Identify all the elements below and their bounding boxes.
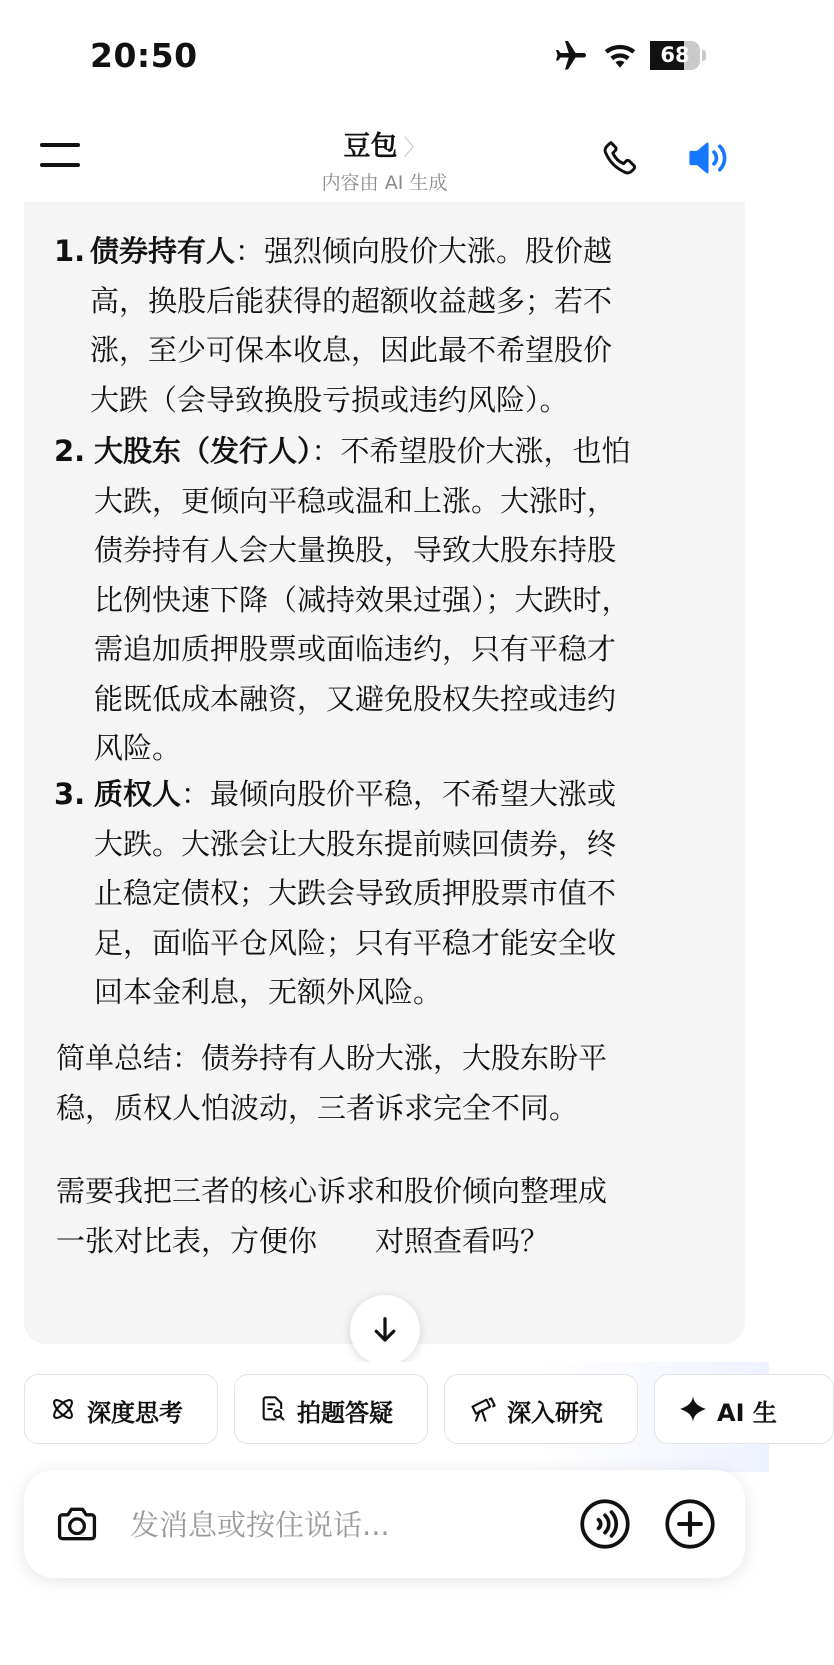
message-input[interactable] bbox=[128, 1500, 552, 1550]
list-number: 2. bbox=[54, 434, 86, 468]
list-text-line: ：不希望股价大涨，也怕 bbox=[311, 434, 631, 468]
chat-header bbox=[0, 110, 769, 200]
status-time: 20:50 bbox=[90, 36, 198, 75]
composer bbox=[24, 1470, 745, 1578]
question-line: 一张对比表，方便你 对照查看吗？ bbox=[56, 1223, 550, 1258]
document-search-icon bbox=[259, 1395, 287, 1423]
speaker-icon[interactable] bbox=[685, 138, 733, 178]
suggestion-chips bbox=[0, 1362, 777, 1482]
list-text-line: 能既低成本融资，又避免股权失控或违约 bbox=[94, 681, 617, 716]
list-term: 债券持有人 bbox=[90, 234, 236, 268]
list-text-line: 回本金利息，无额外风险。 bbox=[94, 975, 443, 1009]
summary-line: 稳，质权人怕波动，三者诉求完全不同。 bbox=[56, 1090, 579, 1125]
status-bar bbox=[0, 0, 769, 110]
battery-indicator bbox=[650, 41, 706, 70]
question-line: 需要我把三者的核心诉求和股价倾向整理成 bbox=[56, 1174, 608, 1208]
chip-photo-question[interactable] bbox=[234, 1374, 428, 1444]
list-text-line: 债券持有人会大量换股，导致大股东持股 bbox=[94, 533, 617, 567]
atom-icon bbox=[49, 1395, 77, 1423]
assistant-message bbox=[24, 202, 745, 1344]
list-text-line: 大跌，更倾向平稳或温和上涨。大涨时， bbox=[94, 483, 617, 518]
ai-disclaimer: 内容由 AI 生成 bbox=[321, 172, 448, 194]
voice-input-icon[interactable] bbox=[579, 1498, 631, 1550]
phone-icon[interactable] bbox=[600, 138, 640, 178]
chip-deep-research[interactable] bbox=[444, 1374, 638, 1444]
chat-title-area[interactable] bbox=[0, 124, 769, 163]
chat-title[interactable]: 豆包 bbox=[343, 131, 398, 162]
list-text-line: 比例快速下降（减持效果过强）；大跌时， bbox=[94, 582, 631, 617]
camera-icon[interactable] bbox=[54, 1502, 100, 1546]
battery-percent: 68 bbox=[660, 43, 690, 67]
list-term: 大股东（发行人） bbox=[94, 434, 312, 468]
list-text-line: 大跌（会导致换股亏损或违约风险）。 bbox=[90, 382, 569, 417]
list-number: 3. bbox=[54, 777, 86, 811]
sparkle-icon bbox=[679, 1395, 707, 1423]
summary-line: 简单总结：债券持有人盼大涨，大股东盼平 bbox=[56, 1041, 608, 1075]
arrow-down-icon[interactable] bbox=[370, 1315, 400, 1345]
wifi-icon bbox=[602, 40, 638, 70]
list-text-line: 高，换股后能获得的超额收益越多；若不 bbox=[90, 283, 613, 318]
list-text-line: 涨，至少可保本收息，因此最不希望股价 bbox=[90, 333, 613, 367]
list-text-line: 风险。 bbox=[94, 731, 182, 765]
question-paragraph bbox=[56, 1167, 716, 1266]
list-term: 质权人 bbox=[94, 777, 182, 811]
summary-paragraph bbox=[56, 1034, 716, 1133]
chip-label: 深度思考 bbox=[87, 1399, 183, 1427]
chevron-right-icon[interactable]: 〉 bbox=[403, 136, 426, 161]
chip-label: 深入研究 bbox=[507, 1399, 603, 1427]
list-text-line: ：强烈倾向股价大涨。股价越 bbox=[235, 234, 613, 268]
scroll-to-bottom-button[interactable] bbox=[350, 1295, 420, 1365]
list-text-line: 需追加质押股票或面临违约，只有平稳才 bbox=[94, 632, 617, 666]
list-number: 1. bbox=[54, 234, 86, 268]
telescope-icon bbox=[469, 1395, 497, 1423]
chip-label: 拍题答疑 bbox=[297, 1399, 393, 1427]
chip-label: AI 生 bbox=[717, 1399, 777, 1427]
chip-ai-create[interactable] bbox=[654, 1374, 834, 1444]
list-text-line: ：最倾向股价平稳，不希望大涨或 bbox=[181, 777, 617, 811]
list-text-line: 足，面临平仓风险；只有平稳才能安全收 bbox=[94, 925, 617, 960]
plus-icon[interactable] bbox=[664, 1498, 716, 1550]
list-text-line: 止稳定债权；大跌会导致质押股票市值不 bbox=[94, 876, 617, 910]
chip-deep-think[interactable] bbox=[24, 1374, 218, 1444]
list-text-line: 大跌。大涨会让大股东提前赎回债券，终 bbox=[94, 826, 617, 861]
airplane-icon bbox=[553, 38, 589, 74]
